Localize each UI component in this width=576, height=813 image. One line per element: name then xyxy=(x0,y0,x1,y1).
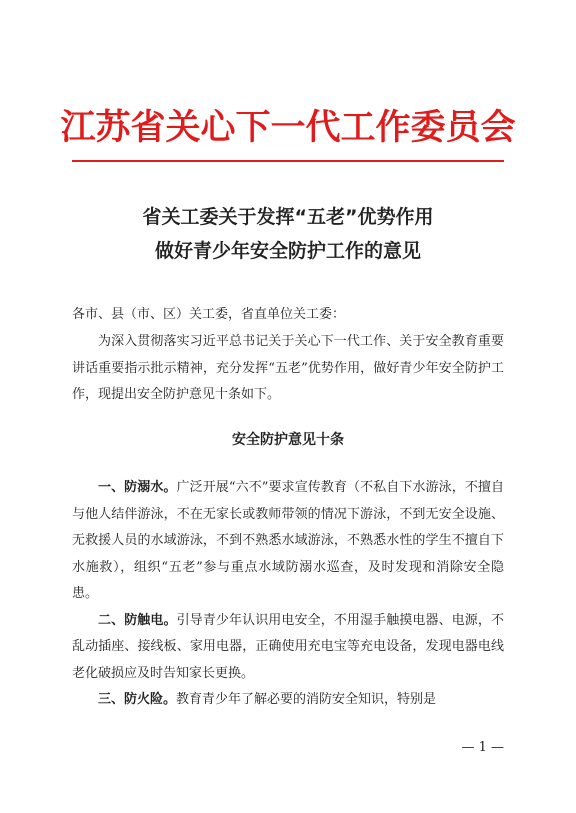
list-item xyxy=(72,608,504,688)
list-item xyxy=(72,475,504,608)
document-title xyxy=(0,200,576,268)
page-number: — 1 — xyxy=(461,740,504,755)
items-list xyxy=(72,475,504,714)
intro-paragraph: 为深入贯彻落实习近平总书记关于关心下一代工作、关于安全教育重要讲话重要指示批示精神，充分发挥“五老”优势作用，做好青少年安全防护工作，现提出安全防护意见十条如下。 xyxy=(72,334,504,402)
document-title-line-1: 省关工委关于发挥“五老”优势作用 xyxy=(142,206,434,228)
organization-title: 江苏省关心下一代工作委员会 xyxy=(60,108,516,148)
item-heading: 二、防触电。 xyxy=(98,612,177,628)
item-heading: 三、防火险。 xyxy=(98,692,177,707)
section-title: 安全防护意见十条 xyxy=(232,432,344,448)
item-text: 引导青少年认识用电安全，不用湿手触摸电器、电源，不乱动插座、接线板、家用电器，正确使用充电宝等充电设备，发现电器电线老化破损应及时告知家长更换。 xyxy=(72,612,504,681)
item-text: 教育青少年了解必要的消防安全知识，特别是 xyxy=(176,692,437,707)
salutation: 各市、县（市、区）关工委，省直单位关工委： xyxy=(72,307,346,322)
item-heading: 一、防溺水。 xyxy=(98,480,177,495)
document-title-line-2: 做好青少年安全防护工作的意见 xyxy=(154,240,421,262)
list-item xyxy=(72,687,504,714)
item-text: 广泛开展“六不”要求宣传教育（不私自下水游泳，不擅自与他人结伴游泳，不在无家长或教师带领的情况下游泳，不到无安全设施、无救援人员的水域游泳，不到不熟悉水域游泳，不熟悉水性的学生不擅自下水施救），组织“五老”参与重点水域防溺水巡查，及时发现和消除安全隐患。 xyxy=(72,480,504,601)
red-divider-line xyxy=(72,160,504,162)
